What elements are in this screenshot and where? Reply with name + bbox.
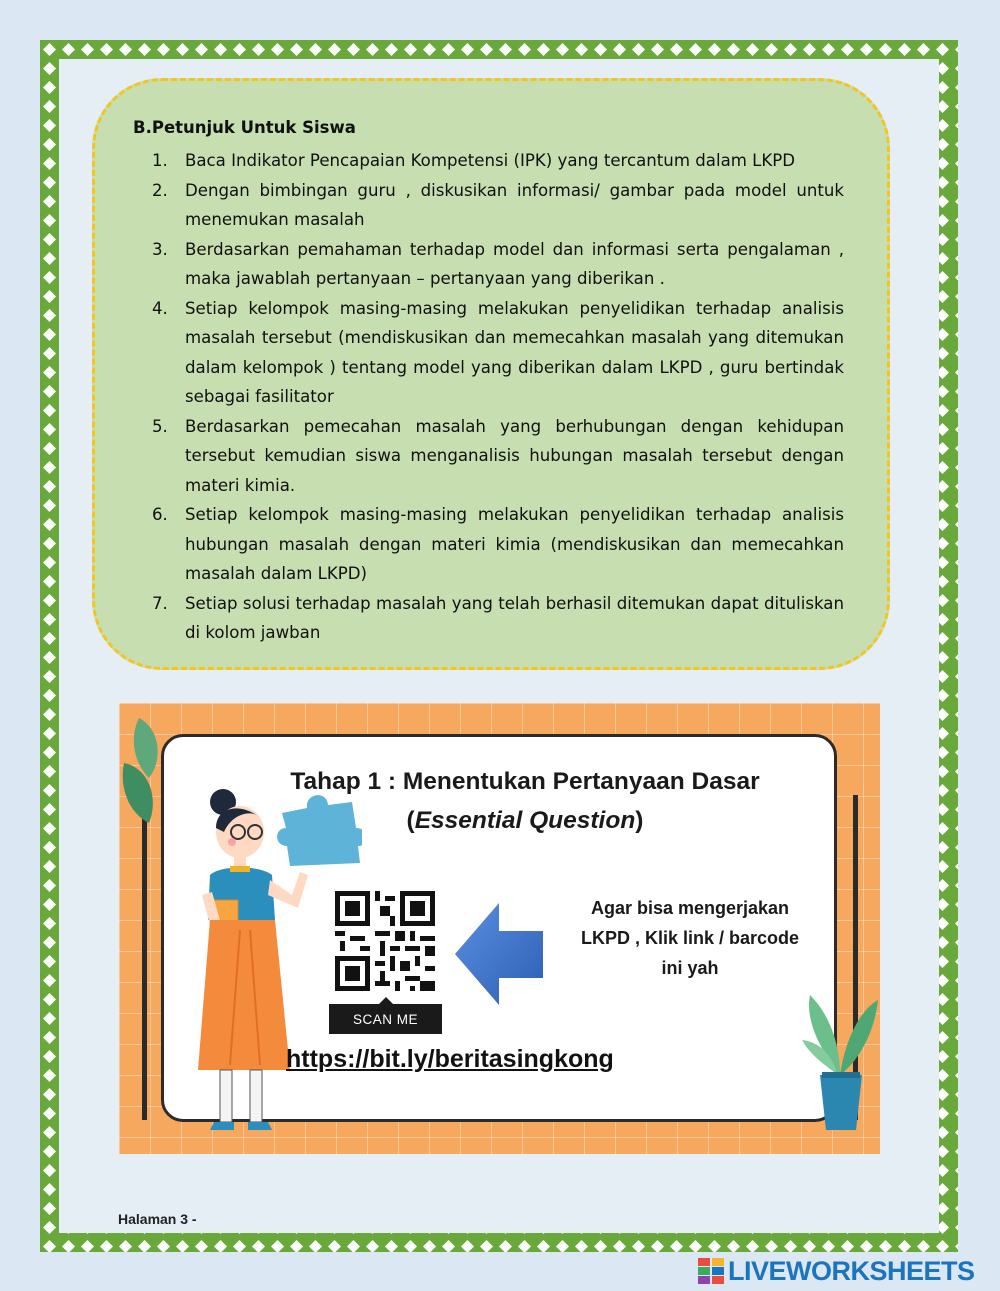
instruction-number: 4. bbox=[152, 298, 168, 318]
instruction-number: 2. bbox=[152, 180, 168, 200]
instructions-title: B.Petunjuk Untuk Siswa bbox=[133, 118, 356, 137]
instruction-number: 5. bbox=[152, 416, 168, 436]
subtitle-essential-question: Essential Question bbox=[414, 807, 636, 834]
subtitle-open-paren: ( bbox=[406, 807, 415, 834]
instruction-text: Setiap kelompok masing-masing melakukan penyelidikan terhadap analisis masalah tersebut (mendiskusikan dan memecahkan masalah yang ditemukan dalam kelompok ) tentang model yang diberikan dalam LKPD , guru bertindak sebagai fasilitator bbox=[185, 298, 844, 406]
page-number: Halaman 3 - bbox=[118, 1211, 197, 1227]
instruction-text: Setiap solusi terhadap masalah yang telah berhasil ditemukan dapat dituliskan di kolom jawban bbox=[185, 593, 844, 642]
brand-name: LIVEWORKSHEETS bbox=[728, 1255, 975, 1286]
instruction-number: 6. bbox=[152, 505, 168, 524]
instruction-item bbox=[152, 176, 844, 235]
qr-code-icon[interactable] bbox=[330, 886, 440, 996]
instruction-text: Baca Indikator Pencapaian Kompetensi (IPK) yang tercantum dalam LKPD bbox=[185, 151, 796, 170]
instruction-number: 3. bbox=[152, 239, 168, 259]
instructions-list bbox=[152, 146, 844, 648]
instruction-text: Dengan bimbingan guru , diskusikan informasi/ gambar pada model untuk menemukan masalah bbox=[185, 180, 844, 229]
instruction-text: Berdasarkan pemahaman terhadap model dan informasi serta pengalaman , maka jawablah pertanyaan – pertanyaan yang diberikan . bbox=[185, 239, 844, 288]
subtitle-close-paren: ) bbox=[635, 807, 644, 834]
instruction-item bbox=[152, 500, 844, 589]
instruction-item bbox=[152, 589, 844, 648]
instruction-text: Berdasarkan pemecahan masalah yang berhubungan dengan kehidupan tersebut kemudian siswa menganalisis hubungan masalah tersebut dengan materi kimia. bbox=[185, 416, 844, 495]
lkpd-link[interactable]: https://bit.ly/beritasingkong bbox=[286, 1045, 614, 1073]
potted-plant-icon bbox=[800, 980, 880, 1145]
left-arrow-icon bbox=[455, 903, 545, 1005]
instruction-item bbox=[152, 235, 844, 294]
instruction-text: Setiap kelompok masing-masing melakukan penyelidikan terhadap analisis hubungan masalah dengan materi kimia (mendiskusikan dan memecahkan masalah dalam LKPD) bbox=[185, 505, 844, 583]
stage-subtitle bbox=[250, 807, 800, 835]
board-pole-left bbox=[142, 795, 147, 1120]
instruction-item bbox=[152, 146, 844, 176]
leaf-plant-icon bbox=[119, 718, 179, 828]
liveworksheets-logo-icon bbox=[698, 1258, 724, 1284]
instruction-item bbox=[152, 412, 844, 501]
scan-me-button[interactable]: SCAN ME bbox=[329, 1004, 442, 1034]
instruction-number: 7. bbox=[152, 593, 168, 613]
instruction-item bbox=[152, 294, 844, 412]
stage-title: Tahap 1 : Menentukan Pertanyaan Dasar bbox=[290, 768, 760, 795]
instruction-hint: Agar bisa mengerjakan LKPD , Klik link / barcode ini yah bbox=[580, 898, 800, 978]
liveworksheets-logo[interactable] bbox=[698, 1257, 975, 1285]
instruction-number: 1. bbox=[152, 151, 168, 170]
